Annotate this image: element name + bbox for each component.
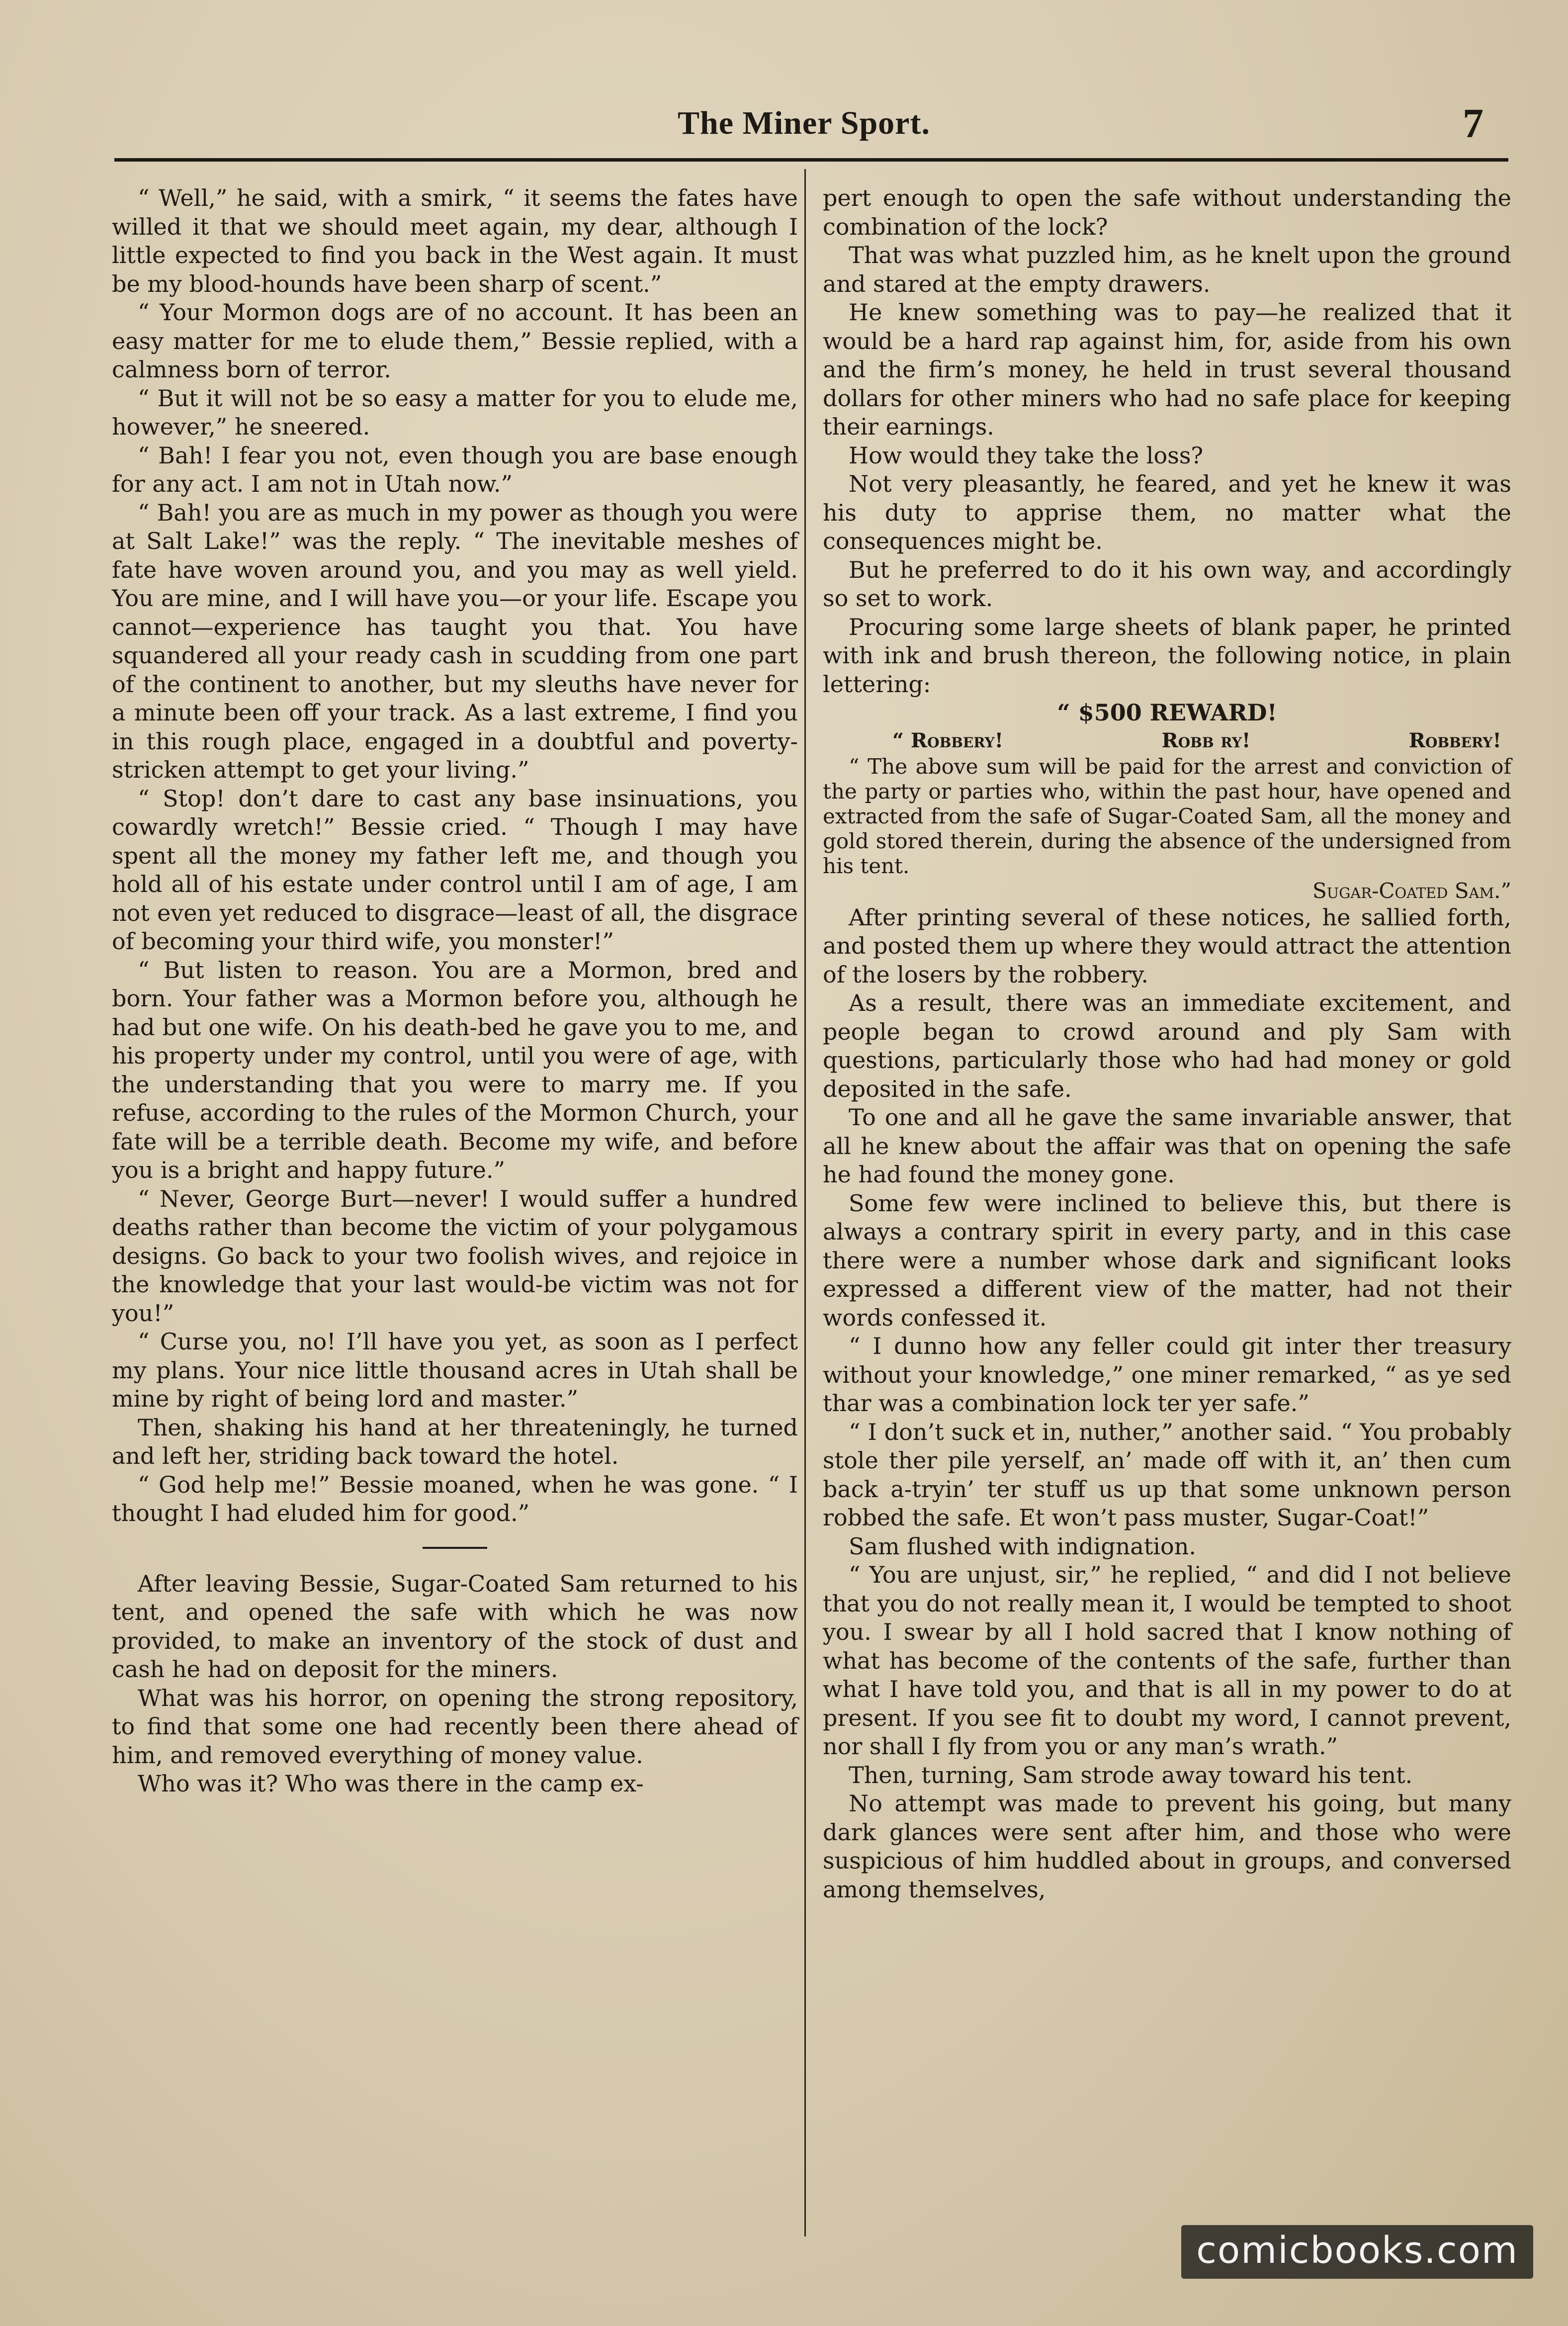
left-column	[112, 184, 798, 1798]
paragraph: Some few were inclined to believe this, but there is always a contrary spirit in every party, and in this case there were a number whose dark and significant looks expressed a different view of the matter, had not their words confessed it.	[823, 1189, 1511, 1331]
column-divider	[804, 169, 806, 2237]
paragraph: Sam flushed with indignation.	[849, 1532, 1196, 1560]
paragraph: Who was it? Who was there in the camp ex-	[138, 1770, 644, 1797]
paragraph: No attempt was made to prevent his going, but many dark glances were sent after him, and those who were suspicious of him huddled about in groups, and conversed among themselves,	[823, 1790, 1511, 1903]
paragraph: “ Never, George Burt—never! I would suffer a hundred deaths rather than become the victim of your polygamous designs. Go back to your two foolish wives, and rejoice in the knowledge that your last would-be victim was not for you!”	[112, 1185, 798, 1327]
notice-signature-line	[823, 879, 1511, 903]
paragraph: “ Bah! I fear you not, even though you are base enough for any act. I am not in Utah now.”	[112, 442, 798, 497]
paragraph: That was what puzzled him, as he knelt upon the ground and stared at the empty drawers.	[823, 242, 1511, 297]
page-number: 7	[1463, 100, 1483, 147]
page-header	[114, 94, 1493, 149]
paragraph: Not very pleasantly, he feared, and yet he knew it was his duty to apprise them, no matter what the consequences might be.	[823, 470, 1511, 554]
notice-headline	[823, 727, 1511, 754]
running-title: The Miner Sport.	[678, 105, 930, 141]
paragraph: “ Stop! don’t dare to cast any base insinuations, you cowardly wretch!” Bessie cried. “ Though I may have spent all the money my father left me, and though you hold all of his estate under control until I am of age, I am not even yet reduced to disgrace—least of all, the disgrace of becoming your third wife, you monster!”	[112, 785, 798, 955]
paragraph: “ Well,” he said, with a smirk, “ it seems the fates have willed it that we should meet again, my dear, although I little expected to find you back in the West again. It must be my blood-hounds have been sharp of scent.”	[112, 184, 798, 297]
paragraph: Then, shaking his hand at her threateningly, he turned and left her, striding back toward the hotel.	[112, 1414, 798, 1469]
notice-reward-line: “ $500 REWARD!	[1057, 699, 1277, 726]
paragraph: “ Your Mormon dogs are of no account. It has been an easy matter for me to elude them,” Bessie replied, with a calmness born of terror.	[112, 299, 798, 383]
section-separator	[423, 1547, 487, 1549]
reward-notice	[823, 699, 1511, 903]
paragraph: Procuring some large sheets of blank paper, he printed with ink and brush thereon, the following notice, in plain lettering:	[823, 613, 1511, 698]
paragraph: “ Curse you, no! I’ll have you yet, as soon as I perfect my plans. Your nice little thousand acres in Utah shall be mine by right of being lord and master.”	[112, 1328, 798, 1412]
paragraph: What was his horror, on opening the strong repository, to find that some one had recently been there ahead of him, and removed everything of money value.	[112, 1684, 798, 1769]
paragraph: How would they take the loss?	[849, 442, 1204, 469]
notice-signature: Sugar-Coated Sam.”	[1312, 878, 1511, 903]
paragraph: “ I dunno how any feller could git inter ther treasury without your knowledge,” one miner remarked, “ as ye sed thar was a combination lock ter yer safe.”	[823, 1333, 1511, 1417]
paragraph: But he preferred to do it his own way, and accordingly so set to work.	[823, 556, 1511, 612]
right-column	[823, 184, 1511, 1904]
paragraph: After printing several of these notices, he sallied forth, and posted them up where they would attract the attention of the losers by the robbery.	[823, 903, 1511, 988]
paragraph: He knew something was to pay—he realized that it would be a hard rap against him, for, aside from his own and the firm’s money, he held in trust several thousand dollars for other miners who had no safe place for keeping their earnings.	[823, 299, 1511, 440]
notice-head-1: “ Robbery!	[892, 728, 1004, 752]
site-watermark: comicbooks.com	[1181, 2225, 1533, 2279]
notice-head-3: Robbery!	[1408, 728, 1501, 752]
paragraph: pert enough to open the safe without understanding the combination of the lock?	[823, 184, 1511, 240]
paragraph: “ You are unjust, sir,” he replied, “ and did I not believe that you do not really mean it, I would be tempted to shoot you. I swear by all I hold sacred that I know nothing of what has become of the contents of the safe, further than what I have told you, and that is all in my power to do at present. If you see fit to doubt my word, I cannot prevent, nor shall I fly from you or any man’s wrath.”	[823, 1561, 1511, 1760]
notice-body: “ The above sum will be paid for the arrest and conviction of the party or parties who, within the past hour, have opened and extracted from the safe of Sugar-Coated Sam, all the money and gold stored therein, during the absence of the undersigned from his tent.	[823, 754, 1511, 878]
paragraph: To one and all he gave the same invariable answer, that all he knew about the affair was that on opening the safe he had found the money gone.	[823, 1104, 1511, 1188]
paragraph: “ Bah! you are as much in my power as though you were at Salt Lake!” was the reply. “ The inevitable meshes of fate have woven around you, and you may as well yield. You are mine, and I will have you—or your life. Escape you cannot—experience has taught you that. You have squandered all your ready cash in scudding from one part of the continent to another, but my sleuths have never for a minute been off your track. As a last extreme, I find you in this rough place, engaged in a doubtful and poverty-stricken attempt to get your living.”	[112, 499, 798, 783]
paragraph: “ I don’t suck et in, nuther,” another said. “ You probably stole ther pile yerself, an’ made off with it, an’ then cum back a-tryin’ ter stuff us up that some unknown person robbed the safe. Et won’t pass muster, Sugar-Coat!”	[823, 1418, 1511, 1531]
paragraph: “ But listen to reason. You are a Mormon, bred and born. Your father was a Mormon before you, although he had but one wife. On his death-bed he gave you to me, and his property under my control, until you were of age, with the understanding that you were to marry me. If you refuse, according to the rules of the Mormon Church, your fate will be a terrible death. Become my wife, and before you is a bright and happy future.”	[112, 956, 798, 1183]
paragraph: As a result, there was an immediate excitement, and people began to crowd around and ply Sam with questions, particularly those who had had money or gold deposited in the safe.	[823, 989, 1511, 1102]
paragraph: After leaving Bessie, Sugar-Coated Sam returned to his tent, and opened the safe with which he was now provided, to make an inventory of the stock of dust and cash he had on deposit for the miners.	[112, 1570, 798, 1683]
paragraph: “ But it will not be so easy a matter for you to elude me, however,” he sneered.	[112, 384, 798, 440]
header-rule	[114, 158, 1508, 162]
paragraph: “ God help me!” Bessie moaned, when he was gone. “ I thought I had eluded him for good.”	[112, 1471, 798, 1526]
notice-head-2: Robb ry!	[1161, 728, 1251, 752]
paragraph: Then, turning, Sam strode away toward his tent.	[849, 1761, 1413, 1789]
